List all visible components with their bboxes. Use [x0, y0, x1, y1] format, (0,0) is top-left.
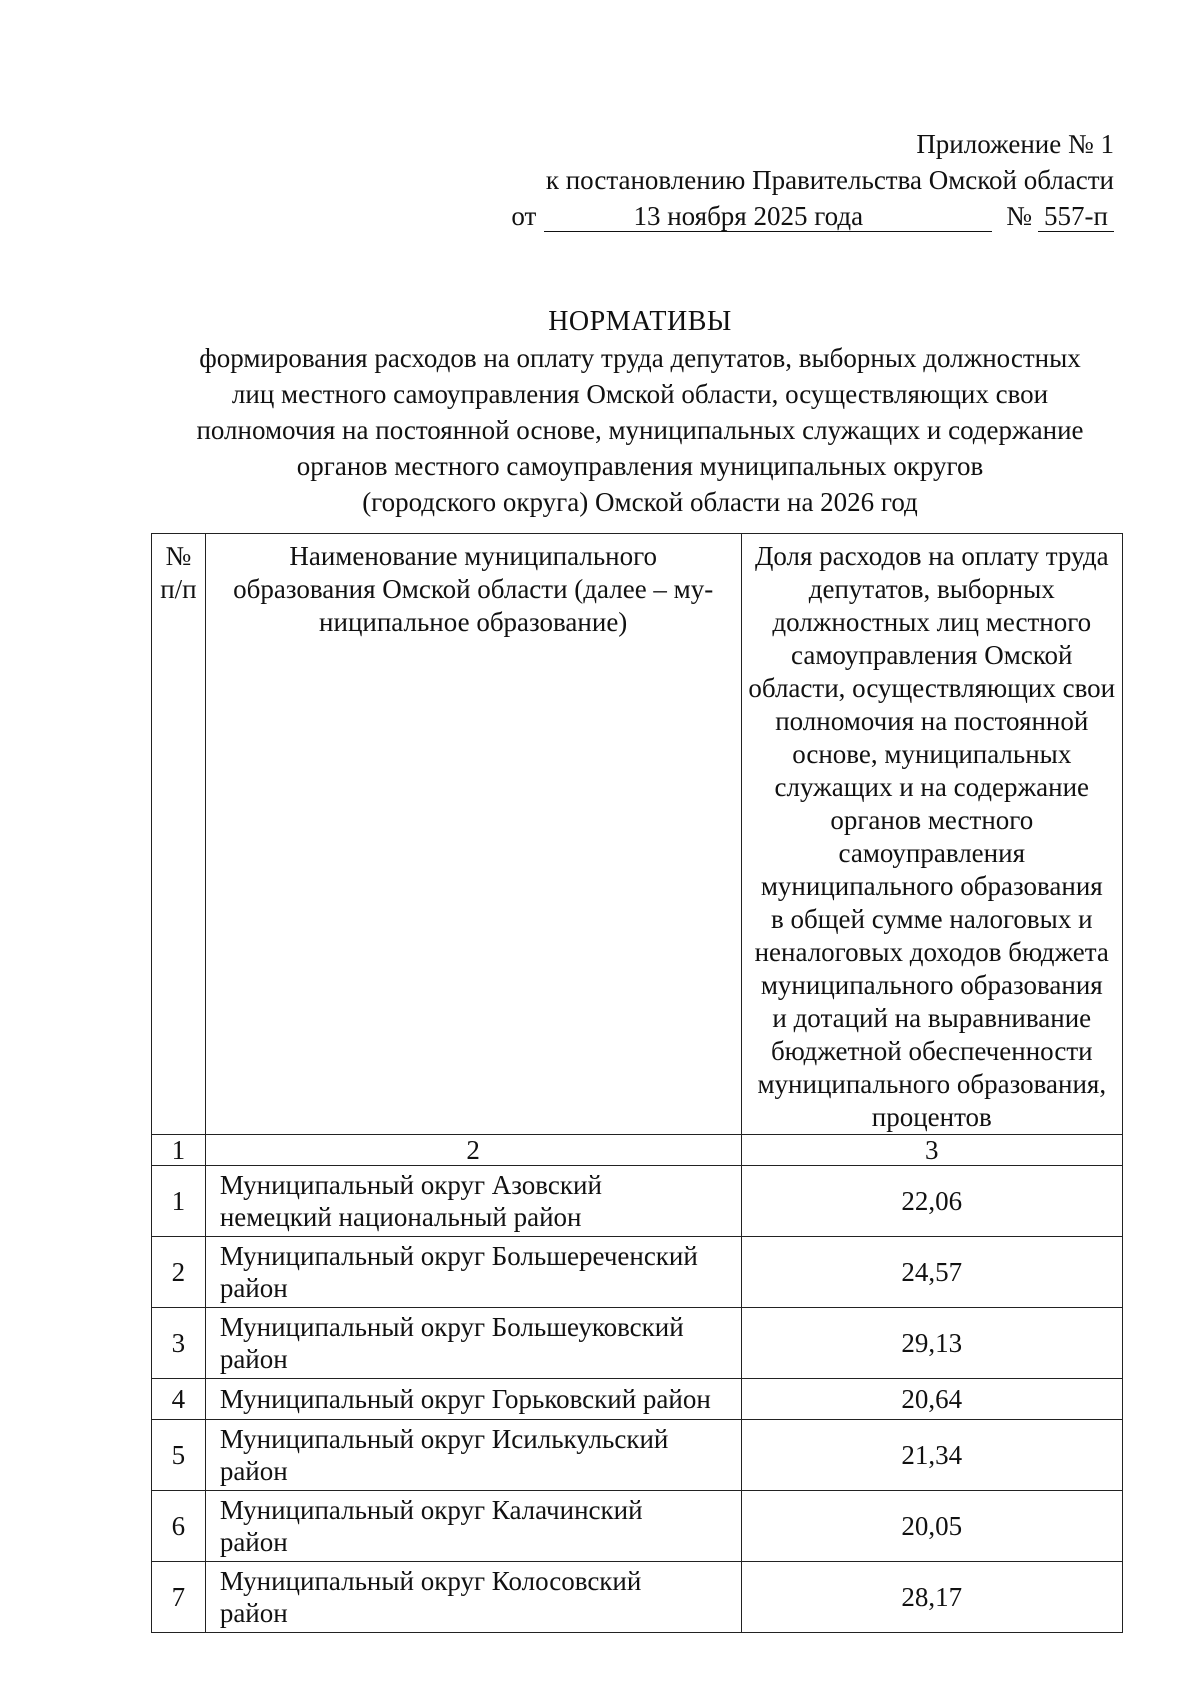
table-row	[152, 1237, 1123, 1308]
header-value-line: самоуправления Омской	[791, 640, 1073, 670]
column-index: 2	[205, 1135, 741, 1166]
header-value-line: Доля расходов на оплату труда	[754, 541, 1109, 571]
table-row	[152, 1379, 1123, 1420]
header-value-line: процентов	[871, 1102, 992, 1132]
row-number: 4	[152, 1379, 206, 1420]
row-number: 5	[152, 1420, 206, 1491]
header-value-line: органов местного	[830, 805, 1034, 835]
title-line: формирования расходов на оплату труда депутатов, выборных должностных	[199, 343, 1081, 373]
header-value-line: муниципального образования	[760, 871, 1103, 901]
header-value-line: области, осуществляющих свои	[748, 673, 1116, 703]
municipality-name-line: Муниципальный округ Большереченский	[219, 1241, 698, 1271]
municipality-name	[205, 1308, 741, 1379]
expense-share-value: 28,17	[741, 1562, 1122, 1633]
municipality-name	[205, 1420, 741, 1491]
expense-share-value: 20,64	[741, 1379, 1122, 1420]
column-index-row	[152, 1135, 1123, 1166]
municipality-name-line: Муниципальный округ Азовский	[219, 1170, 602, 1200]
document-title	[150, 304, 1130, 520]
header-value-line: депутатов, выборных	[808, 574, 1055, 604]
expense-share-value: 20,05	[741, 1491, 1122, 1562]
municipality-name	[205, 1491, 741, 1562]
table-row	[152, 1166, 1123, 1237]
appendix-header	[474, 126, 1114, 234]
header-value-line: муниципального образования	[760, 970, 1103, 1000]
municipality-name-line: Муниципальный округ Горьковский район	[219, 1384, 711, 1414]
header-value-line: и дотаций на выравнивание	[772, 1003, 1092, 1033]
municipality-name-line: район	[219, 1456, 288, 1486]
decree-number-label: №	[1006, 201, 1033, 231]
norms-table	[151, 533, 1123, 1633]
column-index: 3	[741, 1135, 1122, 1166]
header-value-line: в общей сумме налоговых и	[771, 904, 1093, 934]
row-number: 7	[152, 1562, 206, 1633]
appendix-title: Приложение № 1	[916, 129, 1114, 159]
header-value-line: бюджетной обеспеченности	[770, 1036, 1093, 1066]
municipality-name	[205, 1379, 741, 1420]
header-value-line: служащих и на содержание	[774, 772, 1090, 802]
decree-date: 13 ноября 2025 года	[544, 201, 992, 232]
header-value-line: должностных лиц местного	[772, 607, 1092, 637]
municipality-name-line: район	[219, 1527, 288, 1557]
row-number: 1	[152, 1166, 206, 1237]
header-value-line: муниципального образования,	[757, 1069, 1107, 1099]
header-name-line: образования Омской области (далее – му-	[233, 574, 714, 604]
header-num	[152, 534, 206, 1135]
table-row	[152, 1420, 1123, 1491]
header-value-line: неналоговых доходов бюджета	[754, 937, 1109, 967]
municipality-name	[205, 1237, 741, 1308]
municipality-name-line: район	[219, 1344, 288, 1374]
municipality-name-line: район	[219, 1598, 288, 1628]
expense-share-value: 24,57	[741, 1237, 1122, 1308]
municipality-name-line: Муниципальный округ Исилькульский	[219, 1424, 669, 1454]
row-number: 2	[152, 1237, 206, 1308]
header-name	[205, 534, 741, 1135]
municipality-name	[205, 1166, 741, 1237]
row-number: 3	[152, 1308, 206, 1379]
title-line: органов местного самоуправления муниципальных округов	[296, 451, 984, 481]
table-body	[152, 1166, 1123, 1633]
date-from-label: от	[511, 201, 537, 231]
header-num-line: №	[165, 541, 192, 571]
decree-number: 557-п	[1038, 201, 1114, 232]
row-number: 6	[152, 1491, 206, 1562]
column-index: 1	[152, 1135, 206, 1166]
table-row	[152, 1562, 1123, 1633]
expense-share-value: 22,06	[741, 1166, 1122, 1237]
appendix-reference: к постановлению Правительства Омской области	[545, 165, 1114, 195]
table-header-row	[152, 534, 1123, 1135]
municipality-name-line: Муниципальный округ Колосовский	[219, 1566, 642, 1596]
header-num-line: п/п	[160, 574, 197, 604]
expense-share-value: 29,13	[741, 1308, 1122, 1379]
municipality-name-line: немецкий национальный район	[219, 1202, 582, 1232]
table-row	[152, 1491, 1123, 1562]
municipality-name-line: Муниципальный округ Калачинский	[219, 1495, 643, 1525]
municipality-name-line: Муниципальный округ Большеуковский	[219, 1312, 684, 1342]
header-value-line: самоуправления	[838, 838, 1025, 868]
expense-share-value: 21,34	[741, 1420, 1122, 1491]
title-line: (городского округа) Омской области на 2026 год	[362, 487, 918, 517]
appendix-date-line	[474, 198, 1114, 234]
municipality-name	[205, 1562, 741, 1633]
header-value-line: полномочия на постоянной	[775, 706, 1089, 736]
table-row	[152, 1308, 1123, 1379]
header-name-line: ниципальное образование)	[319, 607, 628, 637]
header-name-line: Наименование муниципального	[289, 541, 657, 571]
municipality-name-line: район	[219, 1273, 288, 1303]
title-heading: НОРМАТИВЫ	[548, 306, 732, 337]
title-line: лиц местного самоуправления Омской области, осуществляющих свои	[231, 379, 1049, 409]
header-value-line: основе, муниципальных	[792, 739, 1072, 769]
title-line: полномочия на постоянной основе, муниципальных служащих и содержание	[196, 415, 1084, 445]
header-value	[741, 534, 1122, 1135]
